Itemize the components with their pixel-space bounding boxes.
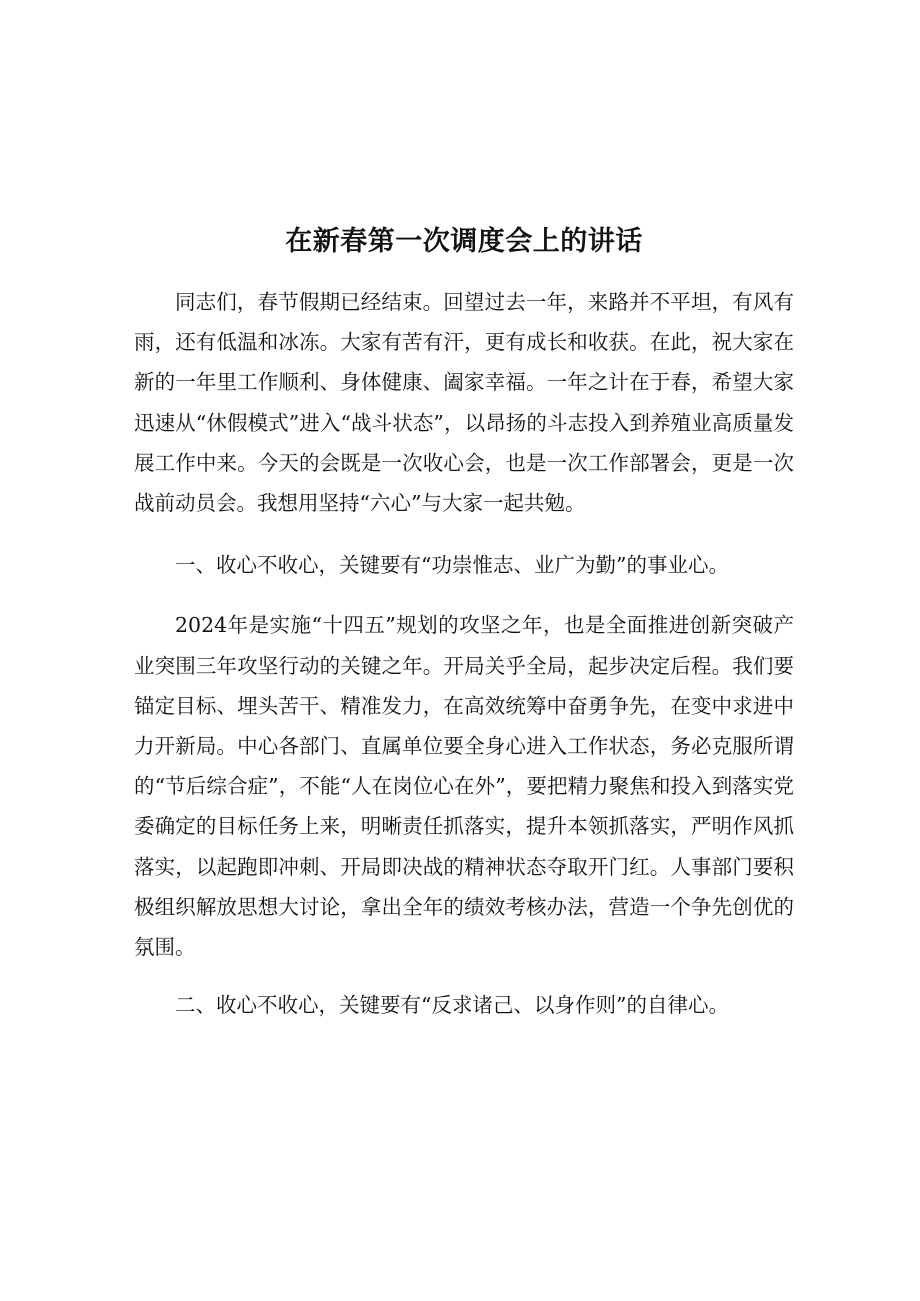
section-one-paragraph: 2024年是实施“十四五”规划的攻坚之年，也是全面推进创新突破产业突围三年攻坚行动的关键之年。开局关乎全局，起步决定后程。我们要锚定目标、埋头苦干、精准发力，在高效统筹中奋勇争先，在变中求进中力开新局。中心各部门、直属单位要全身心进入工作状态，务必克服所谓的“节后综合症”，不能“人在岗位心在外”，要把精力聚焦和投入到落实党委确定的目标任务上来，明晰责任抓落实，提升本领抓落实，严明作风抓落实，以起跑即冲刺、开局即决战的精神状态夺取开门红。人事部门要积极组织解放思想大讨论，拿出全年的绩效考核办法，营造一个争先创优的氛围。 [134,613,794,960]
opening-paragraph: 同志们，春节假期已经结束。回望过去一年，来路并不平坦，有风有雨，还有低温和冰冻。大家有苦有汗，更有成长和收获。在此，祝大家在新的一年里工作顺利、身体健康、阖家幸福。一年之计在于春，希望大家迅速从“休假模式”进入“战斗状态”，以昂扬的斗志投入到养殖业高质量发展工作中来。今天的会既是一次收心会，也是一次工作部署会，更是一次战前动员会。我想用坚持“六心”与大家一起共勉。 [134,290,794,516]
section-heading-two: 二、收心不收心，关键要有“反求诸己、以身作则”的自律心。 [175,993,729,1018]
section-heading-one: 一、收心不收心，关键要有“功崇惟志、业广为勤”的事业心。 [175,553,729,578]
document-title: 在新春第一次调度会上的讲话 [285,226,643,257]
